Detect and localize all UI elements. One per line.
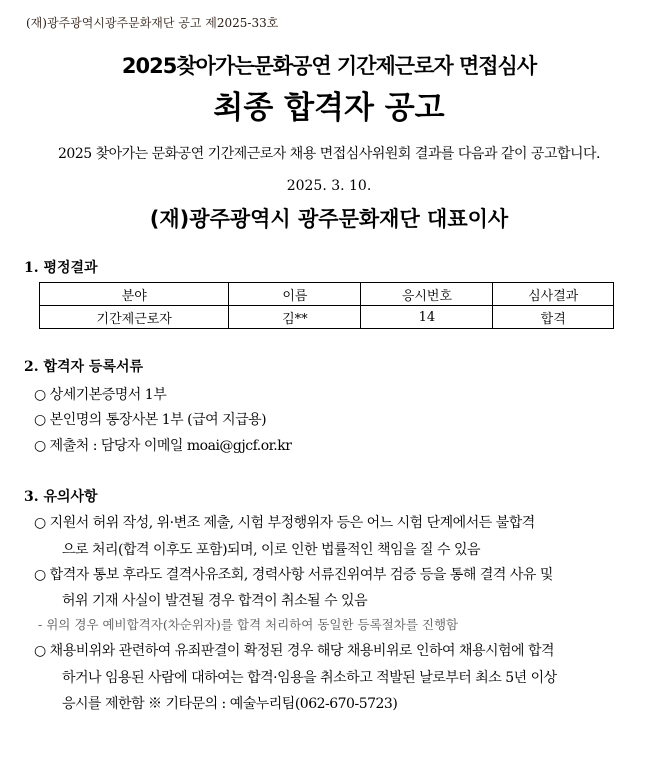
cell-field: 기간제근로자 — [40, 306, 229, 329]
list-item-continued: 허위 기재 사실이 발견될 경우 합격이 취소될 수 있음 — [62, 593, 368, 609]
list-item-continued: 응시를 제한함 ※ 기타문의 : 예술누리팀(062-670-5723) — [62, 696, 398, 712]
section1-heading: 1. 평정결과 — [24, 260, 98, 276]
list-item: ○ 본인명의 통장사본 1부 (급여 지급용) — [34, 412, 267, 428]
title-line-1: 2025찾아가는문화공연 기간제근로자 면접심사 — [121, 54, 537, 78]
header-cell: 심사결과 — [493, 283, 614, 306]
list-item-continued: 하거나 임용된 사람에 대하여는 합격·임용을 취소하고 적발된 날로부터 최소 5년 이상 — [62, 670, 557, 686]
list-item: ○ 제출처 : 담당자 이메일 moai@gjcf.or.kr — [34, 438, 292, 454]
title-line-2: 최종 합격자 공고 — [213, 90, 445, 126]
list-item: ○ 상세기본증명서 1부 — [34, 387, 167, 403]
header-cell: 이름 — [229, 283, 361, 306]
notice-number: (재)광주광역시광주문화재단 공고 제2025-33호 — [26, 16, 279, 30]
cell-name: 김** — [229, 306, 361, 329]
list-item: ○ 지원서 허위 작성, 위·변조 제출, 시험 부정행위자 등은 어느 시험 단계에서든 불합격 — [34, 515, 535, 531]
signer: (재)광주광역시 광주문화재단 대표이사 — [149, 207, 509, 231]
section3-heading: 3. 유의사항 — [24, 489, 98, 505]
list-item-continued: 으로 처리(합격 이후도 포함)되며, 이로 인한 법률적인 책임을 질 수 있음 — [62, 542, 481, 558]
note-text: - 위의 경우 예비합격자(차순위자)를 합격 처리하여 동일한 등록절차를 진행함 — [38, 617, 459, 632]
result-table — [39, 282, 614, 329]
intro-text: 2025 찾아가는 문화공연 기간제근로자 채용 면접심사위원회 결과를 다음과 같이 공고합니다. — [58, 146, 600, 162]
section2-heading: 2. 합격자 등록서류 — [24, 359, 144, 375]
announcement-date: 2025. 3. 10. — [286, 178, 372, 194]
header-cell: 응시번호 — [361, 283, 493, 306]
cell-result: 합격 — [493, 306, 614, 329]
header-cell: 분야 — [40, 283, 229, 306]
list-item: ○ 채용비위와 관련하여 유죄판결이 확정된 경우 해당 채용비위로 인하여 채용시험에 합격 — [34, 643, 555, 659]
cell-number: 14 — [361, 306, 493, 329]
list-item: ○ 합격자 통보 후라도 결격사유조회, 경력사항 서류진위여부 검증 등을 통해 결격 사유 및 — [34, 567, 553, 583]
table-header-row — [40, 283, 614, 306]
table-row — [40, 306, 614, 329]
